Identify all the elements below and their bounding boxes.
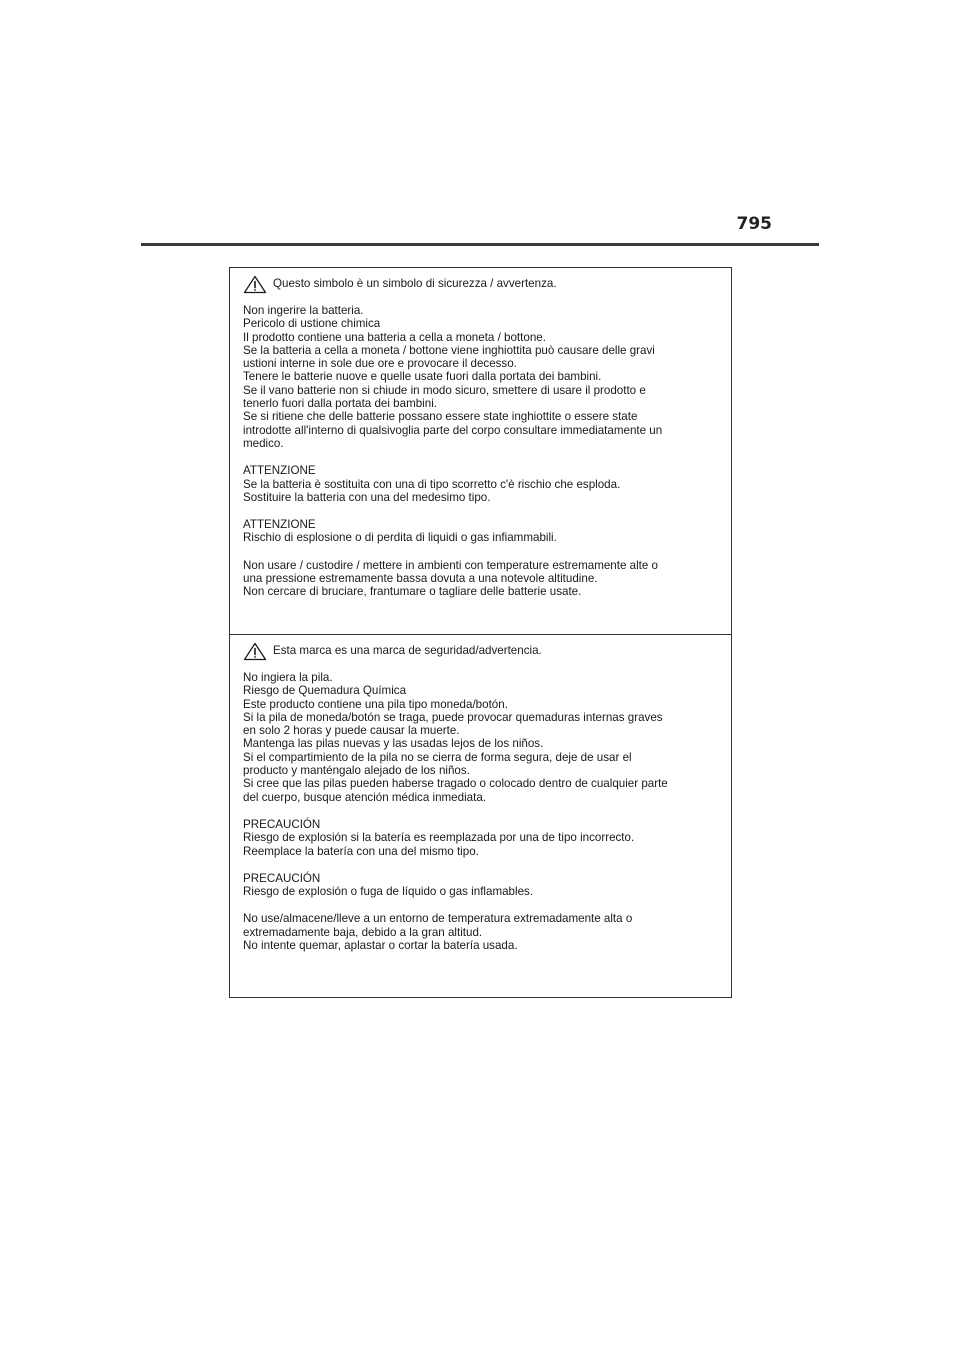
text-line: Si el compartimiento de la pila no se cierra de forma segura, deje de usar el xyxy=(243,750,632,764)
text-line: producto y manténgalo alejado de los niños. xyxy=(243,764,470,778)
italian-section xyxy=(230,268,731,634)
spanish-caution-1 xyxy=(243,818,719,858)
text-line: en solo 2 horas y puede causar la muerte. xyxy=(243,724,460,738)
text-line: Se si ritiene che delle batterie possano essere state inghiottite o essere state xyxy=(243,410,638,424)
warning-triangle-icon xyxy=(243,642,267,661)
italian-symbol-line xyxy=(243,274,719,294)
text-line: Non usare / custodire / mettere in ambienti con temperature estremamente alte o xyxy=(243,558,659,572)
italian-symbol-text: Questo simbolo è un simbolo di sicurezza / avvertenza. xyxy=(273,277,557,291)
text-line: Non cercare di bruciare, frantumare o tagliare delle batterie usate. xyxy=(243,585,582,599)
caution-heading: PRECAUCIÓN xyxy=(243,817,321,831)
caution-heading: PRECAUCIÓN xyxy=(243,871,321,885)
text-line: Mantenga las pilas nuevas y las usadas lejos de los niños. xyxy=(243,737,544,751)
text-line: Se il vano batterie non si chiude in modo sicuro, smettere di usare il prodotto e xyxy=(243,383,646,397)
text-line: No intente quemar, aplastar o cortar la batería usada. xyxy=(243,939,518,953)
spanish-symbol-text: Esta marca es una marca de seguridad/advertencia. xyxy=(273,644,542,658)
spanish-paragraph xyxy=(243,671,719,804)
text-line: Se la batteria è sostituita con una di tipo scorretto c'è rischio che esploda. xyxy=(243,477,621,491)
text-line: extremadamente baja, debido a la gran altitud. xyxy=(243,925,483,939)
italian-caution-2 xyxy=(243,518,719,545)
text-line: del cuerpo, busque atención médica inmediata. xyxy=(243,790,486,804)
text-line: Il prodotto contiene una batteria a cella a moneta / bottone. xyxy=(243,330,546,344)
text-line: Sostituire la batteria con una del medesimo tipo. xyxy=(243,490,491,504)
text-line: medico. xyxy=(243,436,284,450)
battery-warning-box xyxy=(229,267,732,998)
text-line: Riesgo de explosión o fuga de líquido o gas inflamables. xyxy=(243,885,534,899)
page-number: 795 xyxy=(736,214,772,234)
caution-heading: ATTENZIONE xyxy=(243,518,316,532)
text-line: tenerlo fuori dalla portata dei bambini. xyxy=(243,397,437,411)
spanish-section xyxy=(230,635,731,997)
text-line: ustioni interne in sole due ore e provocare il decesso. xyxy=(243,357,517,371)
caution-heading: ATTENZIONE xyxy=(243,464,316,478)
text-line: una pressione estremamente bassa dovuta a una notevole altitudine. xyxy=(243,572,598,586)
spanish-symbol-line xyxy=(243,641,719,661)
text-line: No use/almacene/lleve a un entorno de temperatura extremadamente alta o xyxy=(243,912,633,926)
text-line: Si cree que las pilas pueden haberse tragado o colocado dentro de cualquier parte xyxy=(243,777,668,791)
text-line: Tenere le batterie nuove e quelle usate fuori dalla portata dei bambini. xyxy=(243,370,602,384)
italian-paragraph xyxy=(243,304,719,450)
header-rule xyxy=(141,243,819,246)
italian-caution-1 xyxy=(243,464,719,504)
text-line: Pericolo di ustione chimica xyxy=(243,317,381,331)
warning-triangle-icon xyxy=(243,275,267,294)
text-line: Rischio di esplosione o di perdita di liquidi o gas infiammabili. xyxy=(243,531,557,545)
text-line: No ingiera la pila. xyxy=(243,671,333,684)
text-line: Se la batteria a cella a moneta / bottone viene inghiottita può causare delle gravi xyxy=(243,343,655,357)
text-line: Reemplace la batería con una del mismo tipo. xyxy=(243,844,479,858)
text-line: Non ingerire la batteria. xyxy=(243,304,364,317)
text-line: introdotte all'interno di qualsivoglia parte del corpo consultare immediatamente un xyxy=(243,423,663,437)
italian-environment xyxy=(243,559,719,599)
text-line: Riesgo de explosión si la batería es reemplazada por una de tipo incorrecto. xyxy=(243,831,635,845)
spanish-environment xyxy=(243,912,719,952)
text-line: Riesgo de Quemadura Química xyxy=(243,684,407,698)
text-line: Este producto contiene una pila tipo moneda/botón. xyxy=(243,697,508,711)
spanish-caution-2 xyxy=(243,872,719,899)
text-line: Si la pila de moneda/botón se traga, puede provocar quemaduras internas graves xyxy=(243,710,663,724)
